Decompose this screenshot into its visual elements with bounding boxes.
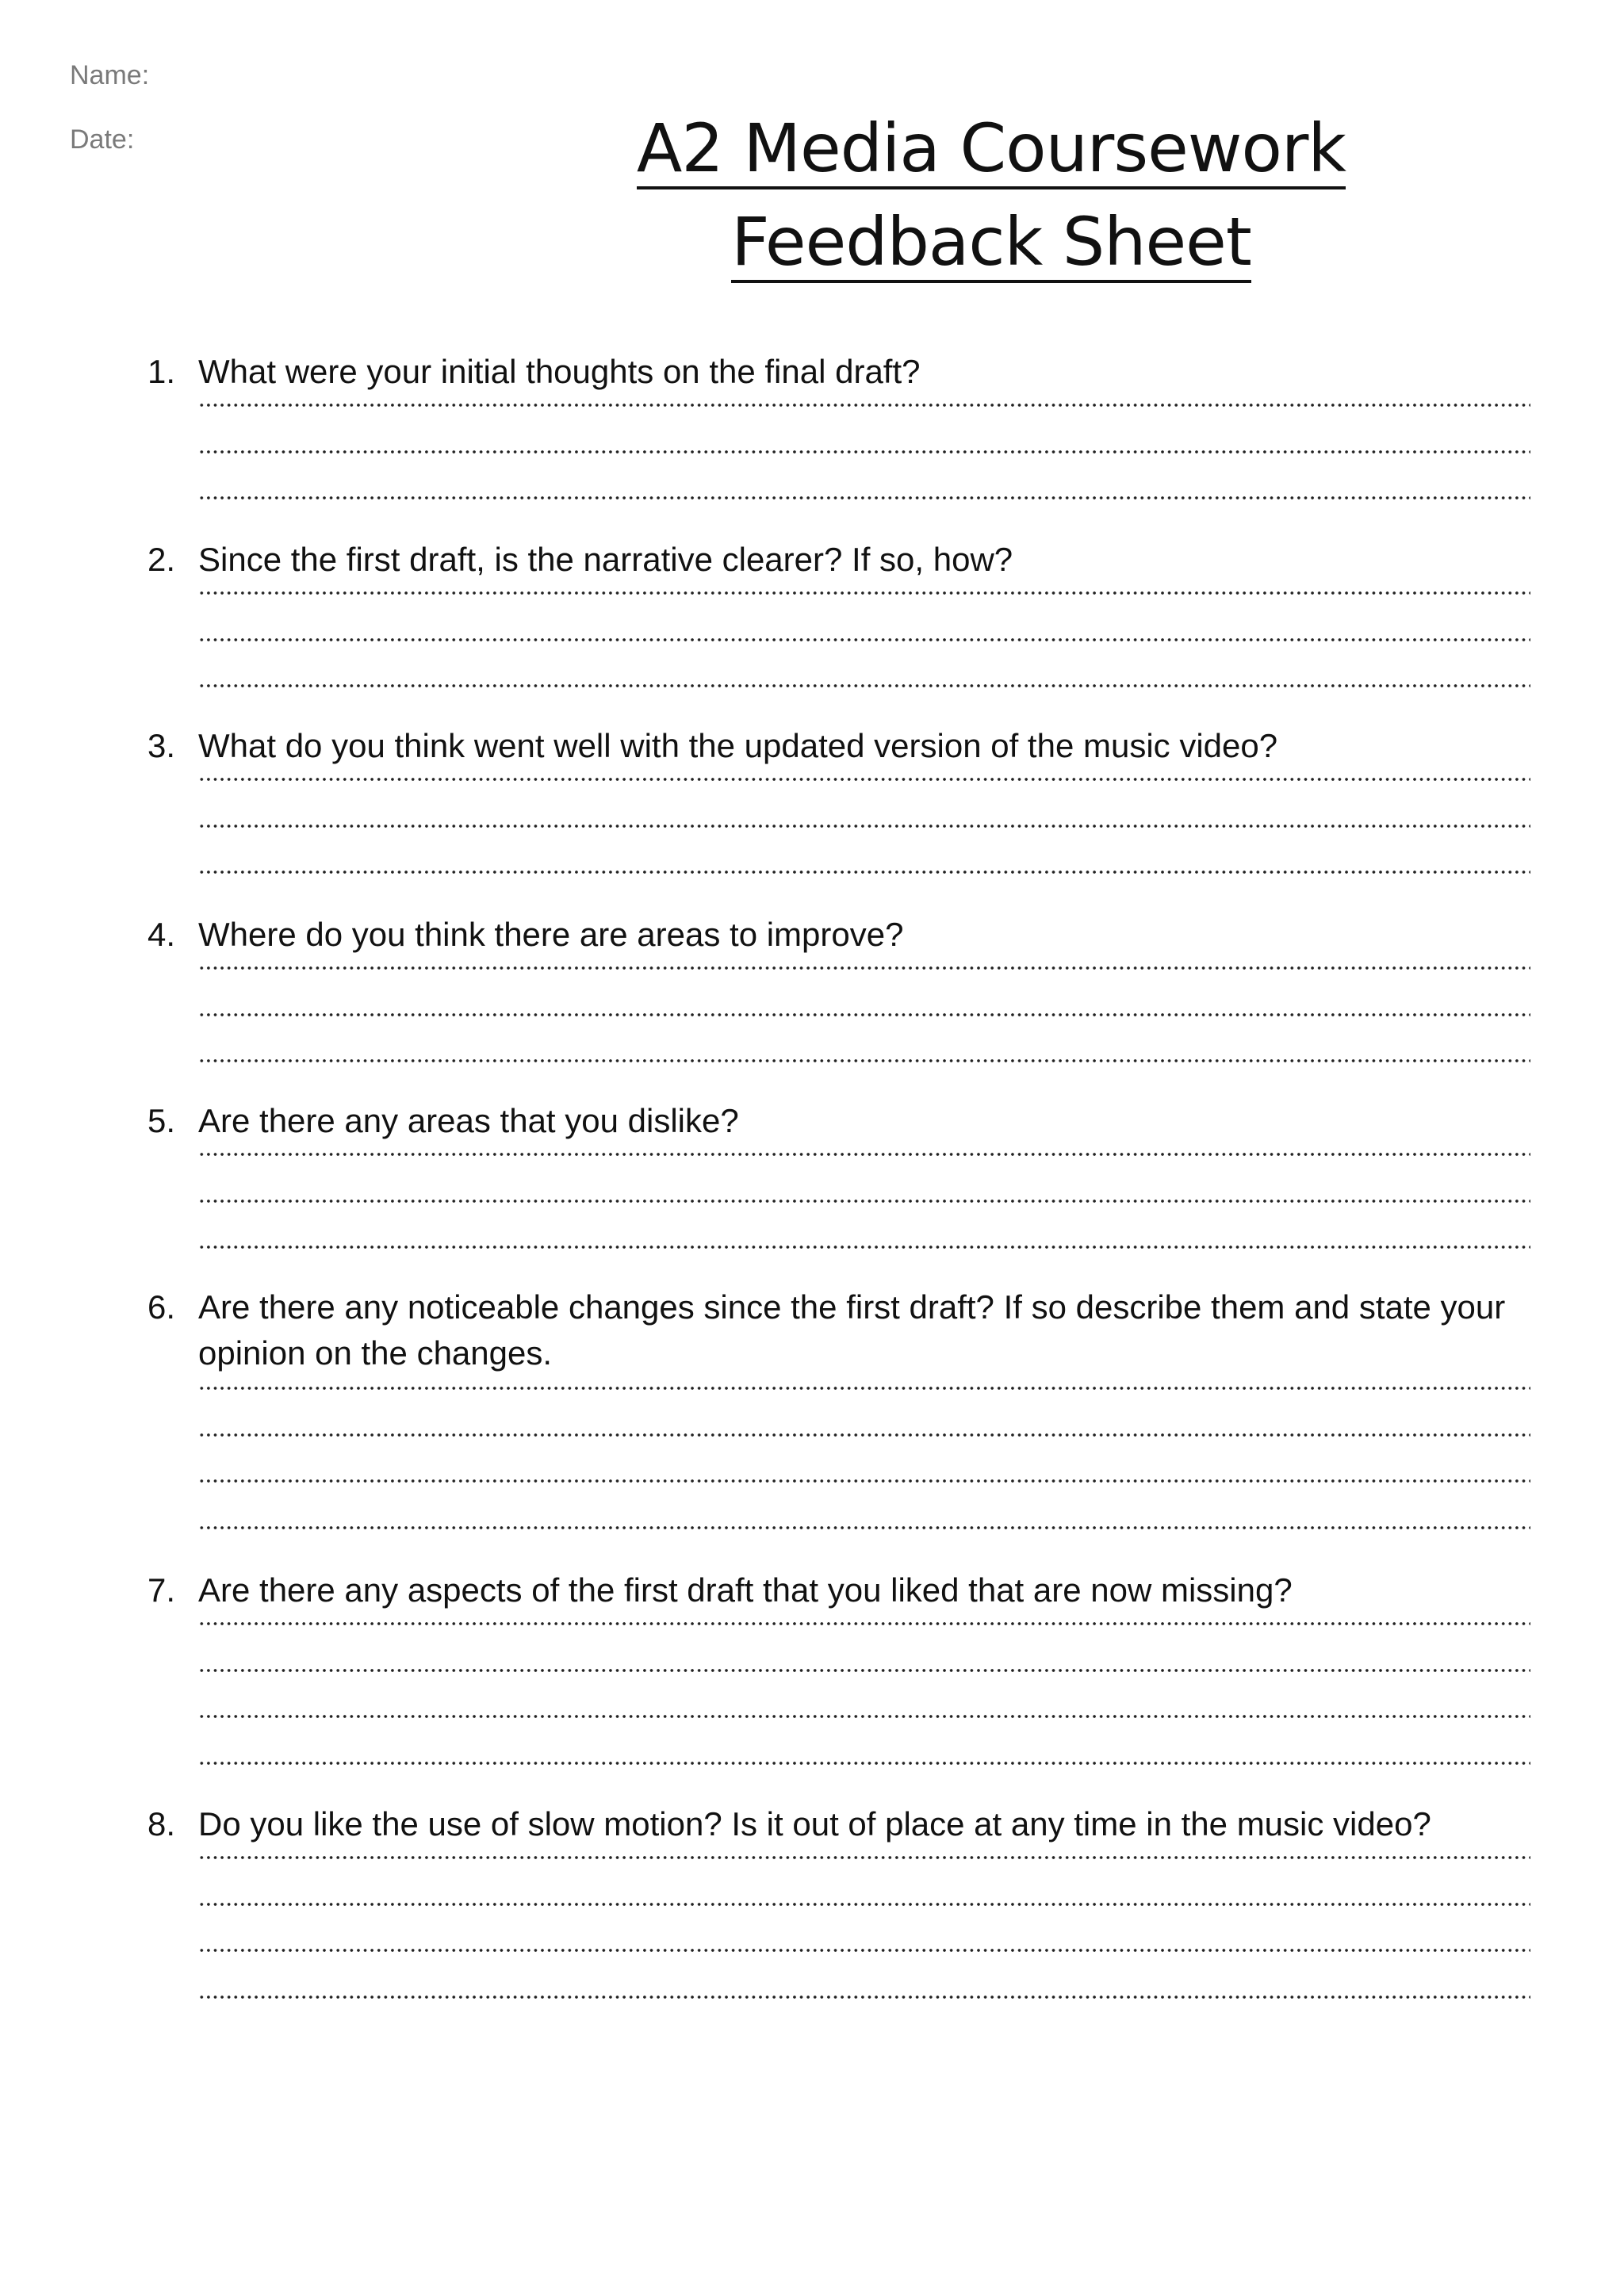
- name-label: Name:: [70, 60, 150, 90]
- answer-line[interactable]: [198, 683, 1530, 688]
- question-number: 3.: [147, 727, 176, 764]
- question-text: Are there any areas that you dislike?: [198, 1102, 739, 1139]
- answer-line[interactable]: [198, 777, 1530, 782]
- answer-line[interactable]: [198, 637, 1530, 642]
- question-text: Are there any noticeable changes since the first draft? If so describe them and state your opinion on the changes.: [198, 1288, 1506, 1372]
- answer-line[interactable]: [198, 1668, 1530, 1673]
- answer-line[interactable]: [198, 1245, 1530, 1249]
- answer-line[interactable]: [198, 1479, 1530, 1483]
- answer-line[interactable]: [198, 1058, 1530, 1063]
- question-number: 7.: [147, 1571, 176, 1609]
- answer-line[interactable]: [198, 1152, 1530, 1157]
- title-line-2: Feedback Sheet: [731, 204, 1251, 283]
- answer-line[interactable]: [198, 1199, 1530, 1203]
- question-number: 6.: [147, 1288, 176, 1326]
- answer-line[interactable]: [198, 966, 1530, 970]
- question-number: 1.: [147, 353, 176, 390]
- answer-line[interactable]: [198, 870, 1530, 874]
- answer-line[interactable]: [198, 1761, 1530, 1766]
- question-number: 4.: [147, 916, 176, 953]
- answer-line[interactable]: [198, 1433, 1530, 1437]
- question-number: 2.: [147, 541, 176, 578]
- question-text: Are there any aspects of the first draft that you liked that are now missing?: [198, 1571, 1293, 1609]
- answer-line[interactable]: [198, 824, 1530, 828]
- title-line-1: A2 Media Coursework: [637, 110, 1346, 189]
- answer-line[interactable]: [198, 496, 1530, 500]
- answer-line[interactable]: [198, 1386, 1530, 1391]
- question-number: 8.: [147, 1805, 176, 1843]
- question-text: What do you think went well with the updated version of the music video?: [198, 727, 1278, 764]
- answer-line[interactable]: [198, 1855, 1530, 1860]
- question-number: 5.: [147, 1102, 176, 1139]
- answer-line[interactable]: [198, 1621, 1530, 1626]
- answer-line[interactable]: [198, 1012, 1530, 1017]
- answer-line[interactable]: [198, 450, 1530, 454]
- answer-line[interactable]: [198, 1948, 1530, 1953]
- answer-line[interactable]: [198, 403, 1530, 408]
- answer-line[interactable]: [198, 1902, 1530, 1907]
- question-text: Where do you think there are areas to improve?: [198, 916, 904, 953]
- answer-line[interactable]: [198, 591, 1530, 595]
- answer-line[interactable]: [198, 1525, 1530, 1530]
- question-text: Since the first draft, is the narrative clearer? If so, how?: [198, 541, 1013, 578]
- answer-line[interactable]: [198, 1995, 1530, 1999]
- date-label: Date:: [70, 124, 135, 155]
- question-text: What were your initial thoughts on the final draft?: [198, 353, 921, 390]
- answer-line[interactable]: [198, 1714, 1530, 1719]
- question-text: Do you like the use of slow motion? Is it out of place at any time in the music video?: [198, 1805, 1431, 1843]
